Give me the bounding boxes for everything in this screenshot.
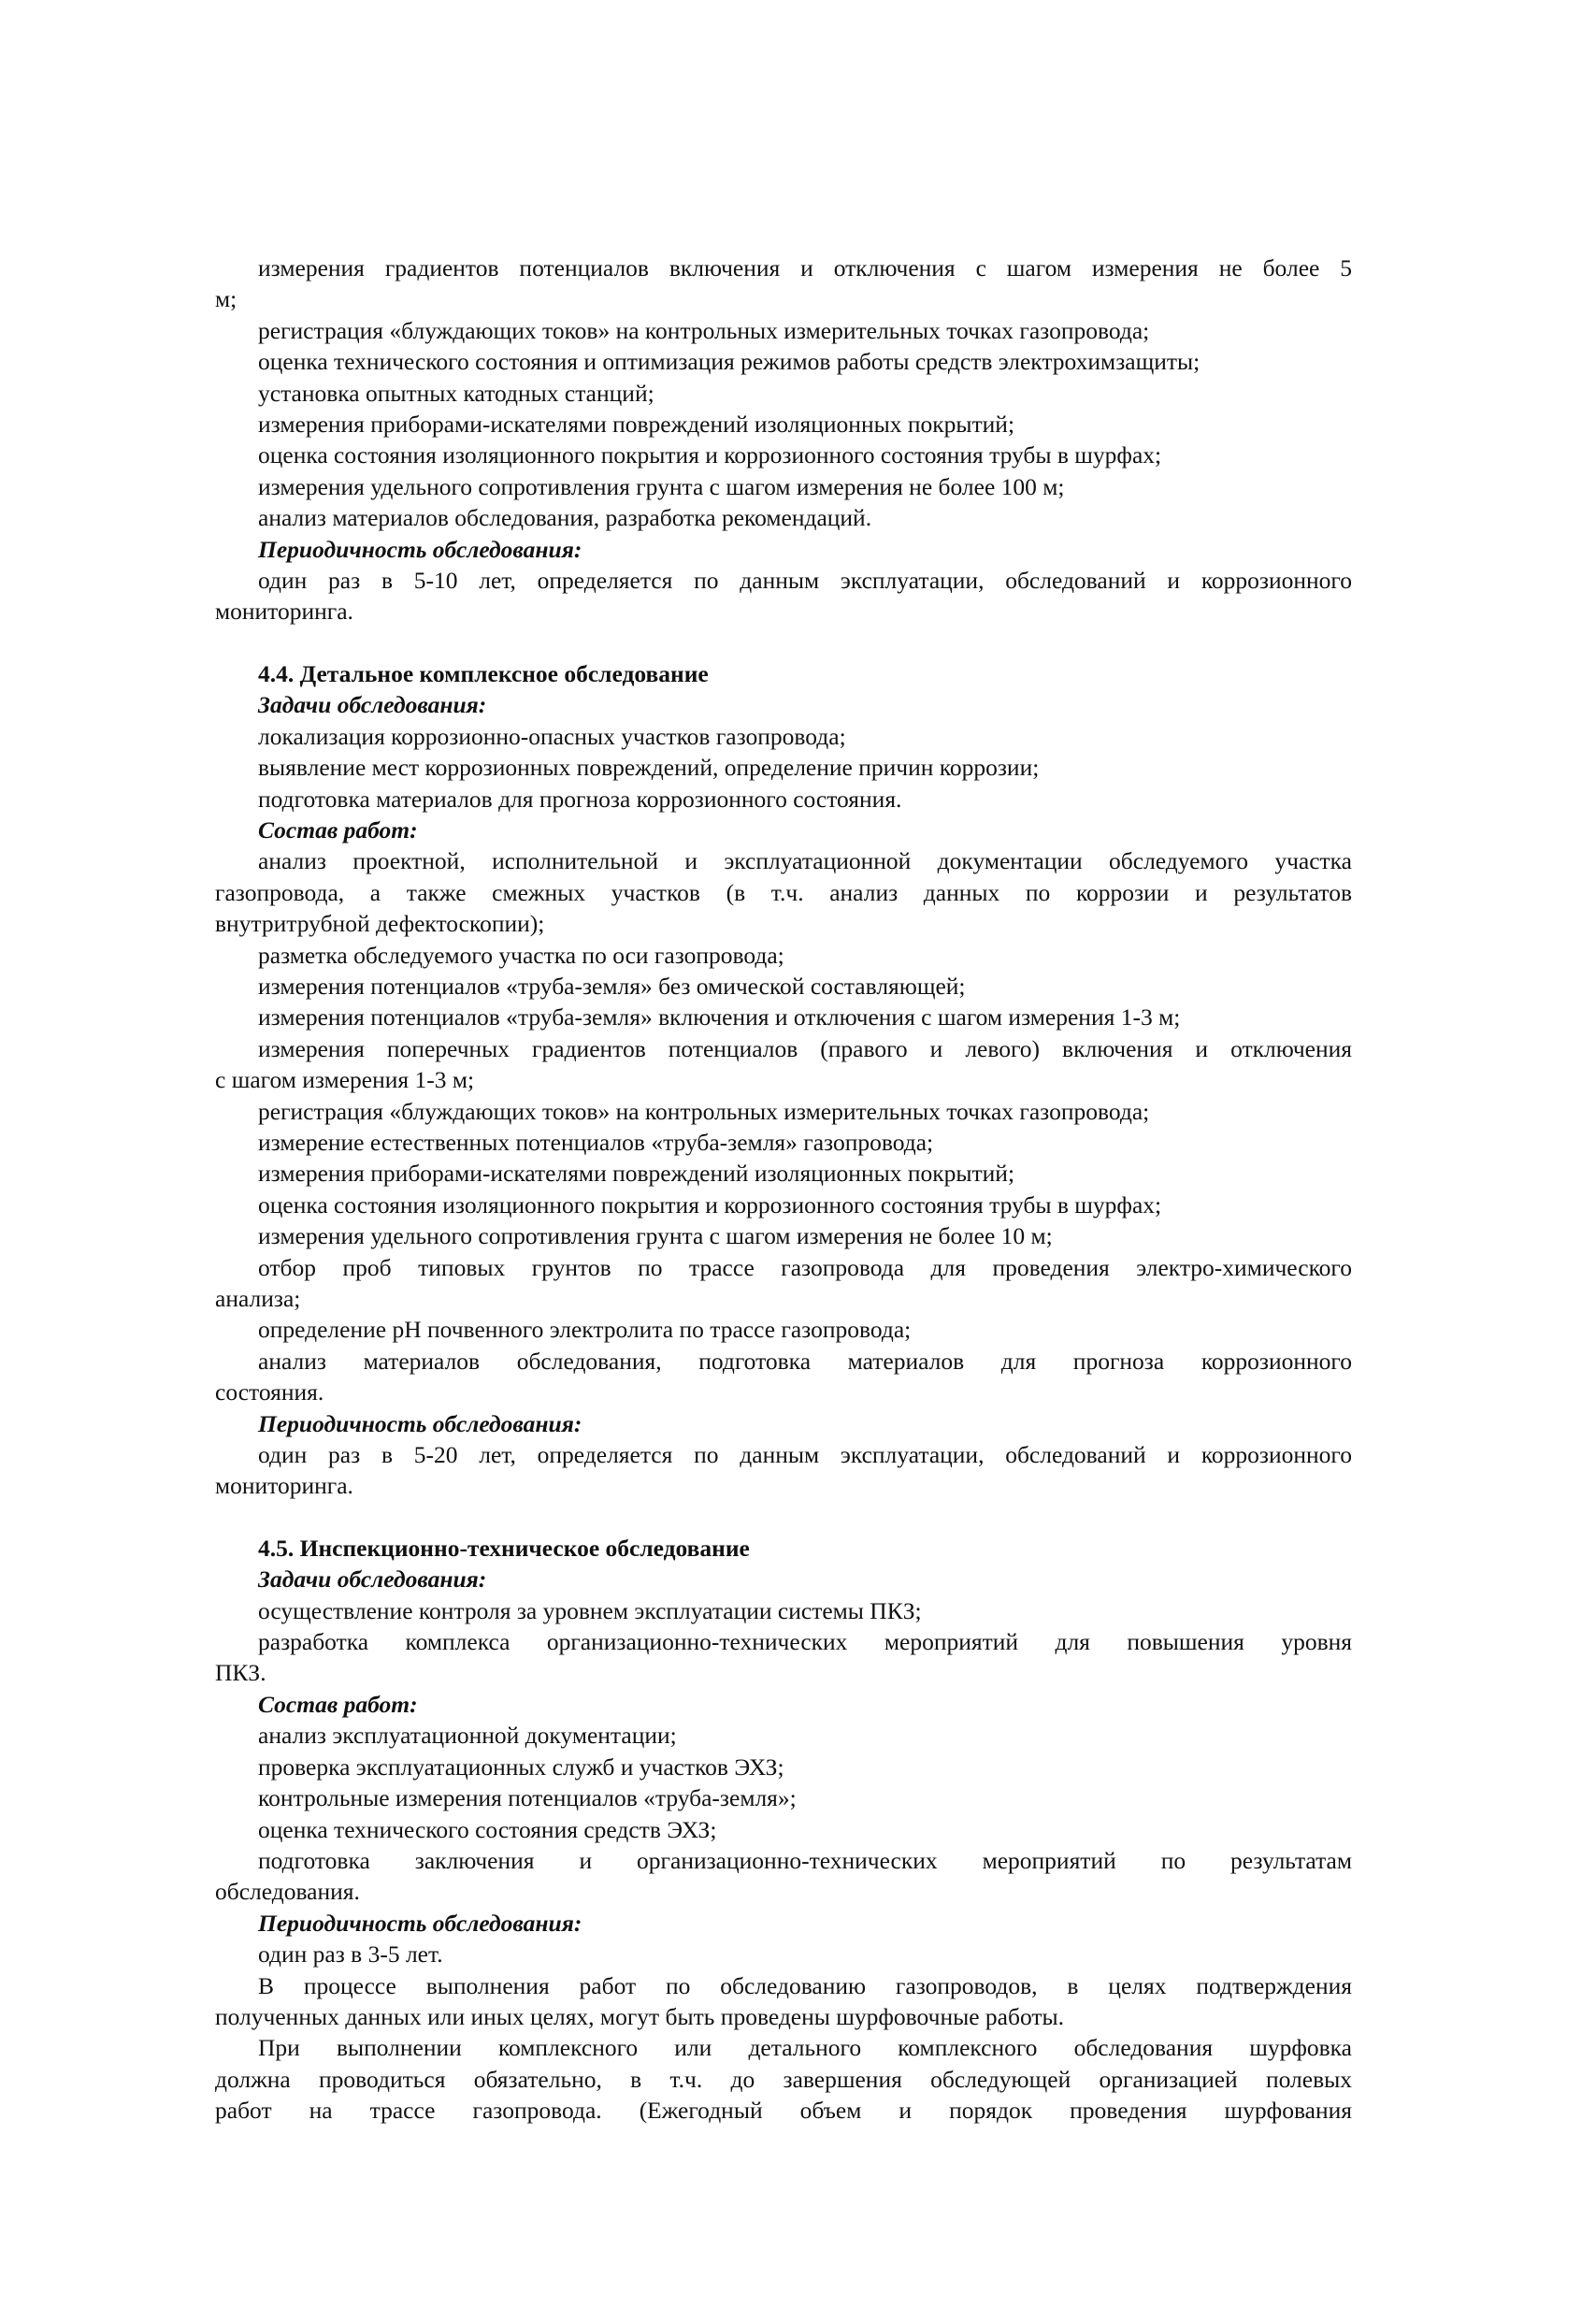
section-title-4-5: 4.5. Инспекционно-техническое обследование bbox=[258, 1534, 750, 1562]
tasks-heading: Задачи обследования: bbox=[258, 691, 487, 719]
text-line: регистрация «блуждающих токов» на контрольных измерительных точках газопровода; bbox=[258, 1097, 1150, 1125]
text-line: газопровода, а также смежных участков (в т.ч. анализ данных по коррозии и результатов bbox=[215, 878, 1352, 906]
text-line: измерения потенциалов «труба-земля» включения и отключения с шагом измерения 1-3 м; bbox=[258, 1003, 1181, 1031]
text-line: измерения градиентов потенциалов включения и отключения с шагом измерения не более 5 bbox=[258, 254, 1352, 281]
text-line: м; bbox=[215, 285, 237, 313]
text-line: При выполнении комплексного или детального комплексного обследования шурфовка bbox=[258, 2034, 1352, 2062]
text-line: измерения удельного сопротивления грунта с шагом измерения не более 100 м; bbox=[258, 472, 1065, 500]
text-line: выявление мест коррозионных повреждений, определение причин коррозии; bbox=[258, 754, 1040, 782]
text-line: установка опытных катодных станций; bbox=[258, 379, 654, 407]
text-line: работ на трассе газопровода. (Ежегодный объем и порядок проведения шурфования bbox=[215, 2097, 1352, 2125]
section-gap bbox=[215, 1502, 1352, 1533]
text-line: измерения приборами-искателями повреждений изоляционных покрытий; bbox=[258, 411, 1015, 439]
text-line: локализация коррозионно-опасных участков газопровода; bbox=[258, 722, 846, 750]
periodicity-heading: Периодичность обследования: bbox=[258, 535, 582, 563]
text-line: один раз в 5-20 лет, определяется по данным эксплуатации, обследований и коррозионного bbox=[258, 1441, 1352, 1469]
text-line: мониторинга. bbox=[215, 1472, 353, 1500]
periodicity-heading: Периодичность обследования: bbox=[258, 1409, 582, 1437]
text-line: состояния. bbox=[215, 1378, 324, 1406]
text-line: оценка технического состояния средств ЭХЗ; bbox=[258, 1815, 717, 1843]
text-line: осуществление контроля за уровнем эксплуатации системы ПКЗ; bbox=[258, 1596, 922, 1624]
text-line: один раз в 3-5 лет. bbox=[258, 1940, 443, 1969]
text-line: мониторинга. bbox=[215, 598, 353, 626]
text-line: анализ материалов обследования, разработка рекомендаций. bbox=[258, 504, 872, 532]
text-line: должна проводиться обязательно, в т.ч. до завершения обследующей организацией полевых bbox=[215, 2065, 1352, 2093]
tasks-heading: Задачи обследования: bbox=[258, 1565, 487, 1594]
text-line: отбор проб типовых грунтов по трассе газопровода для проведения электро-химического bbox=[258, 1253, 1352, 1281]
section-gap bbox=[215, 627, 1352, 658]
text-line: определение pH почвенного электролита по трассе газопровода; bbox=[258, 1316, 912, 1344]
text-line: измерения удельного сопротивления грунта с шагом измерения не более 10 м; bbox=[258, 1222, 1053, 1250]
text-line: ПКЗ. bbox=[215, 1659, 266, 1687]
text-line: разработка комплекса организационно-технических мероприятий для повышения уровня bbox=[258, 1628, 1352, 1656]
text-line: измерения приборами-искателями повреждений изоляционных покрытий; bbox=[258, 1160, 1015, 1188]
text-line: один раз в 5-10 лет, определяется по данным эксплуатации, обследований и коррозионного bbox=[258, 567, 1352, 595]
text-line: оценка состояния изоляционного покрытия и коррозионного состояния трубы в шурфах; bbox=[258, 1190, 1162, 1219]
text-line: анализ проектной, исполнительной и эксплуатационной документации обследуемого участка bbox=[258, 847, 1352, 875]
text-line: обследования. bbox=[215, 1878, 360, 1906]
text-line: анализа; bbox=[215, 1285, 301, 1312]
text-line: анализ эксплуатационной документации; bbox=[258, 1722, 677, 1750]
work-scope-heading: Состав работ: bbox=[258, 1690, 418, 1718]
text-line: измерения поперечных градиентов потенциалов (правого и левого) включения и отключения bbox=[258, 1034, 1352, 1062]
text-line: разметка обследуемого участка по оси газопровода; bbox=[258, 941, 784, 969]
text-line: В процессе выполнения работ по обследованию газопроводов, в целях подтверждения bbox=[258, 1971, 1352, 1999]
text-line: измерение естественных потенциалов «труба-земля» газопровода; bbox=[258, 1128, 934, 1156]
text-line: оценка технического состояния и оптимизация режимов работы средств электрохимзащиты; bbox=[258, 348, 1201, 376]
text-line: внутритрубной дефектоскопии); bbox=[215, 910, 545, 938]
text-line: подготовка материалов для прогноза коррозионного состояния. bbox=[258, 785, 902, 813]
text-line: проверка эксплуатационных служб и участков ЭХЗ; bbox=[258, 1752, 784, 1781]
text-line: регистрация «блуждающих токов» на контрольных измерительных точках газопровода; bbox=[258, 316, 1150, 344]
work-scope-heading: Состав работ: bbox=[258, 815, 418, 844]
periodicity-heading: Периодичность обследования: bbox=[258, 1909, 582, 1937]
text-line: анализ материалов обследования, подготовка материалов для прогноза коррозионного bbox=[258, 1347, 1352, 1375]
text-line: полученных данных или иных целях, могут быть проведены шурфовочные работы. bbox=[215, 2002, 1065, 2030]
section-title-4-4: 4.4. Детальное комплексное обследование bbox=[258, 659, 709, 687]
text-line: контрольные измерения потенциалов «труба-земля»; bbox=[258, 1784, 797, 1812]
text-line: оценка состояния изоляционного покрытия и коррозионного состояния трубы в шурфах; bbox=[258, 441, 1162, 469]
text-line: измерения потенциалов «труба-земля» без омической составляющей; bbox=[258, 972, 966, 1000]
document-body bbox=[215, 252, 1352, 2127]
text-line: с шагом измерения 1-3 м; bbox=[215, 1066, 475, 1094]
text-line: подготовка заключения и организационно-технических мероприятий по результатам bbox=[258, 1846, 1352, 1874]
